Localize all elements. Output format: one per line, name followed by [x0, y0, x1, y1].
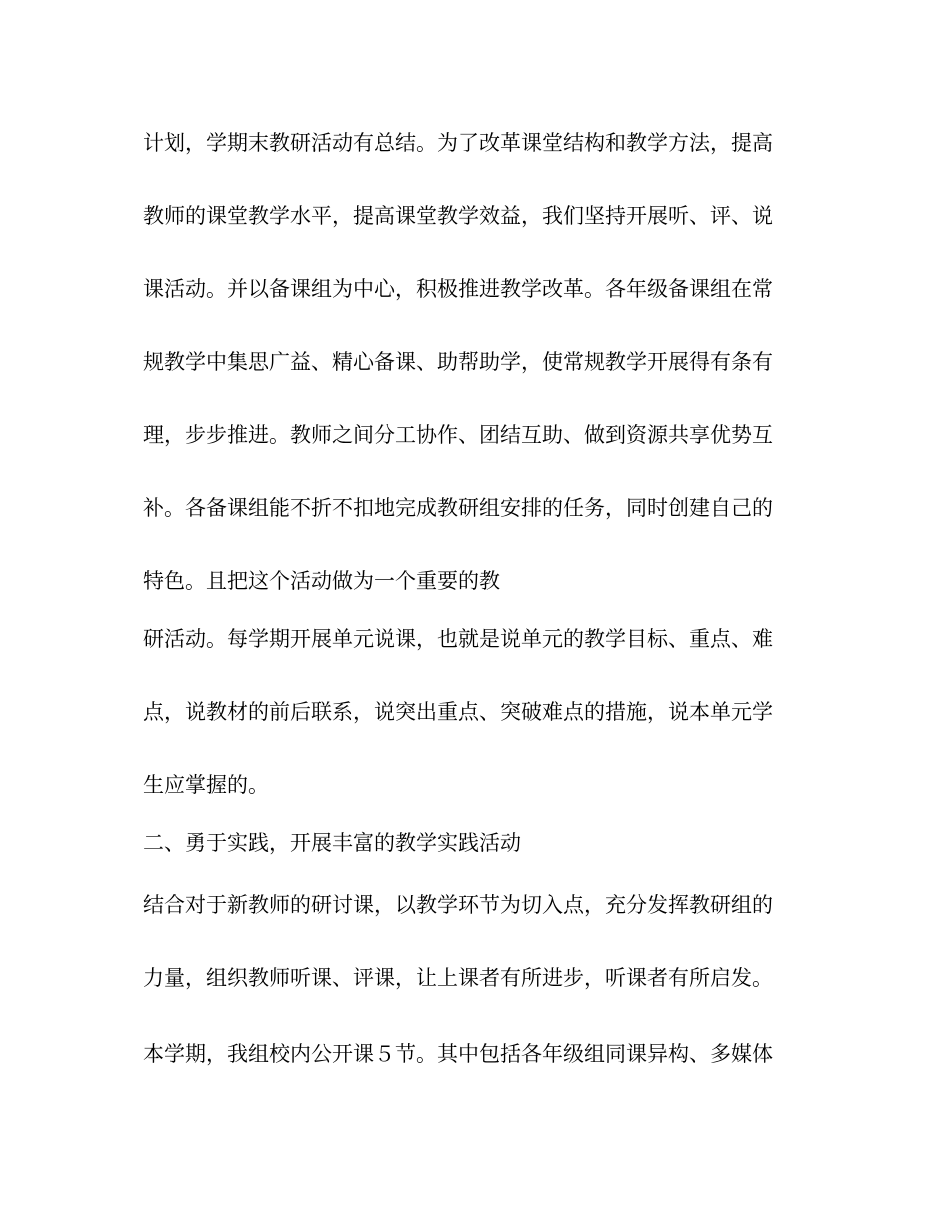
paragraph-line: 生应掌握的。	[143, 773, 269, 797]
paragraph-line: 点，说教材的前后联系，说突出重点、突破难点的措施，说本单元学	[143, 700, 773, 724]
paragraph-line: 规教学中集思广益、精心备课、助帮助学，使常规教学开展得有条有	[143, 350, 773, 374]
paragraph-line: 课活动。并以备课组为中心，积极推进教学改革。各年级备课组在常	[143, 277, 773, 301]
paragraph-line: 结合对于新教师的研讨课，以教学环节为切入点，充分发挥教研组的	[143, 893, 773, 917]
paragraph-line: 理，步步推进。教师之间分工协作、团结互助、做到资源共享优势互	[143, 423, 773, 447]
paragraph-line: 计划，学期末教研活动有总结。为了改革课堂结构和教学方法，提高	[143, 131, 773, 155]
section-heading: 二、勇于实践，开展丰富的教学实践活动	[143, 831, 521, 855]
paragraph-line: 补。各备课组能不折不扣地完成教研组安排的任务，同时创建自己的	[143, 496, 773, 520]
paragraph-line: 研活动。每学期开展单元说课，也就是说单元的教学目标、重点、难	[143, 627, 773, 651]
paragraph-line: 特色。且把这个活动做为一个重要的教	[143, 569, 500, 593]
paragraph-line: 教师的课堂教学水平，提高课堂教学效益，我们坚持开展听、评、说	[143, 204, 773, 228]
paragraph-line: 本学期，我组校内公开课５节。其中包括各年级组同课异构、多媒体	[143, 1042, 773, 1066]
paragraph-line: 力量，组织教师听课、评课，让上课者有所进步，听课者有所启发。	[143, 966, 773, 990]
